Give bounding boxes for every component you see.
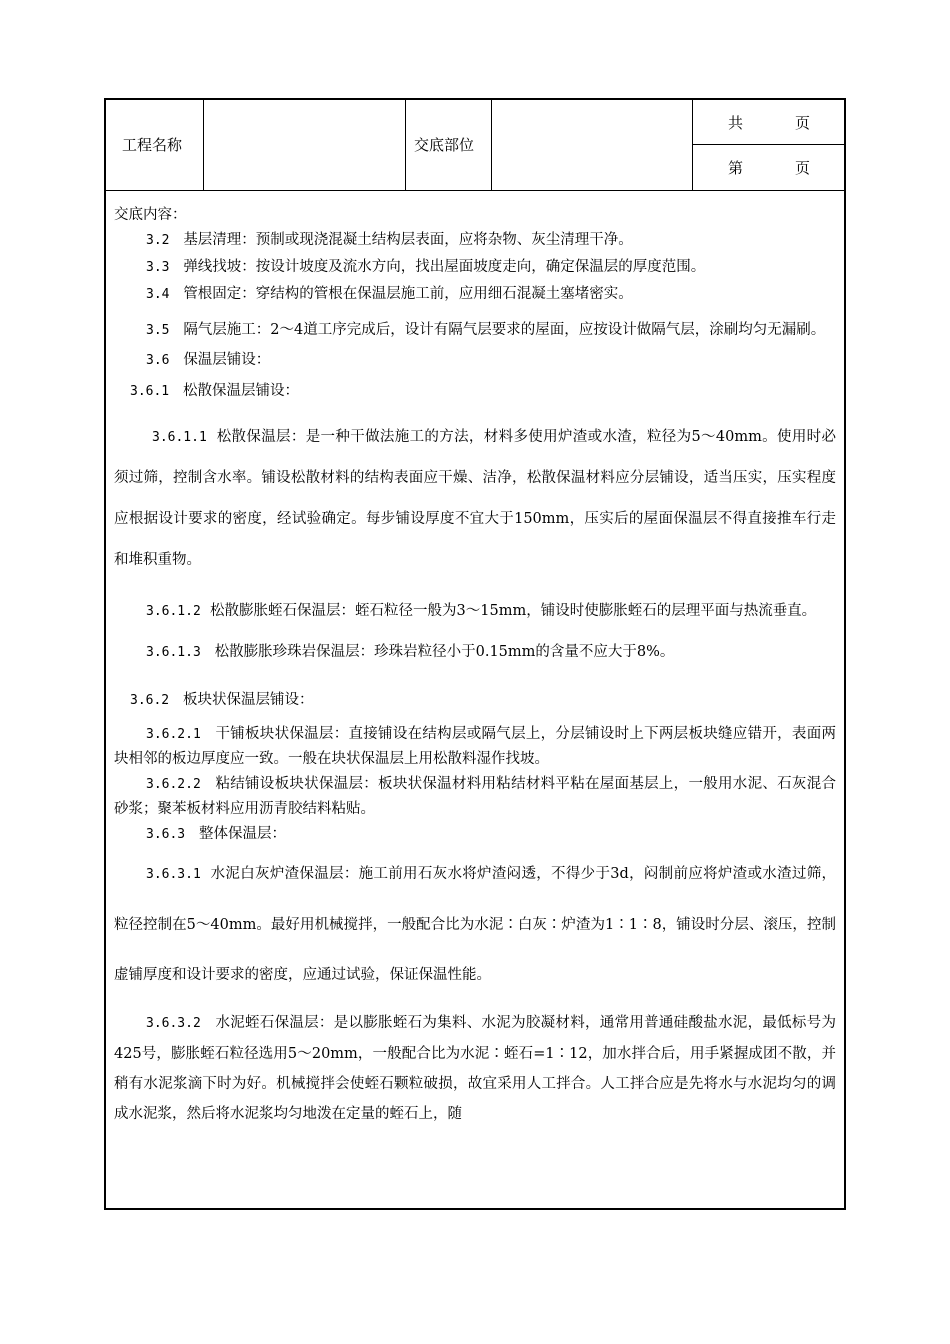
para-3-6-3: [114, 822, 836, 847]
col-divider-4: [692, 100, 693, 190]
para-3-6-2-1: [114, 722, 836, 772]
col-divider-2: [405, 100, 406, 190]
para-3-6-2-2: [114, 772, 836, 822]
para-3-6-1: [114, 374, 836, 409]
section-number: 3.3: [146, 260, 170, 275]
para-3-6-1-1: [114, 417, 836, 581]
disclosure-content: [114, 203, 836, 1129]
section-text: 松散保温层：是一种干做法施工的方法，材料多使用炉渣或水渣，粒径为5～40mm。使用时必须过筛，控制含水率。铺设松散材料的结构表面应干燥、洁净，松散保温材料应分层铺设，适当压实，压实程度应根据设计要求的密度，经试验确定。每步铺设厚度不宜大于150mm，压实后的屋面保温层不得直接推车行走和堆积重物。: [114, 429, 837, 568]
section-number: 3.6.1.1: [152, 430, 207, 445]
content-heading: 交底内容：: [114, 207, 187, 223]
page-number-label: 第: [728, 159, 744, 177]
para-3-6-2: [114, 685, 836, 716]
section-number: 3.6.1: [130, 384, 170, 399]
section-text: 粘结铺设板块状保温层：板块状保温材料用粘结材料平粘在屋面基层上，一般用水泥、石灰混合砂浆；聚苯板材料应用沥青胶结料粘贴。: [114, 776, 836, 817]
section-number: 3.6.3: [146, 827, 186, 842]
location-label: 交底部位: [414, 136, 475, 154]
section-number: 3.5: [146, 323, 170, 338]
section-text: 保温层铺设：: [183, 352, 271, 368]
section-text: 水泥蛭石保温层：是以膨胀蛭石为集料、水泥为胶凝材料，通常用普通硅酸盐水泥，最低标号为425号，膨胀蛭石粒径选用5～20mm，一般配合比为水泥∶蛭石=1∶12，加水拌合后，用手紧握成团不散，并稍有水泥浆滴下时为好。机械搅拌会使蛭石颗粒破损，故宜采用人工拌合。人工拌合应是先将水与水泥均匀的调成水泥浆，然后将水泥浆均匀地泼在定量的蛭石上，随: [114, 1015, 836, 1122]
page-row-divider: [692, 144, 844, 145]
para-3-6-1-2: [114, 591, 836, 632]
section-text: 板块状保温层铺设：: [182, 692, 314, 708]
section-text: 松散膨胀珍珠岩保温层：珍珠岩粒径小于0.15mm的含量不应大于8%。: [214, 644, 675, 660]
total-pages-label: 共: [728, 114, 744, 132]
section-number: 3.6.3.1: [146, 867, 201, 882]
header-bottom-border: [106, 190, 844, 191]
section-number: 3.6.1.3: [146, 645, 201, 660]
page-number-unit: 页: [795, 159, 811, 177]
col-divider-1: [203, 100, 204, 190]
section-number: 3.6.2.2: [146, 777, 201, 792]
para-3-3: [114, 254, 836, 281]
section-text: 整体保温层：: [198, 826, 286, 842]
section-text: 基层清理：预制或现浇混凝土结构层表面，应将杂物、灰尘清理干净。: [183, 232, 633, 248]
section-number: 3.6.3.2: [146, 1016, 201, 1031]
section-text: 干铺板块状保温层：直接铺设在结构层或隔气层上，分层铺设时上下两层板块缝应错开，表面两块相邻的板边厚度应一致。一般在块状保温层上用松散料湿作找坡。: [114, 726, 836, 767]
section-text: 管根固定：穿结构的管根在保温层施工前，应用细石混凝土塞堵密实。: [183, 286, 633, 302]
para-3-5: [114, 314, 836, 347]
section-text: 水泥白灰炉渣保温层：施工前用石灰水将炉渣闷透，不得少于3d，闷制前应将炉渣或水渣过筛，粒径控制在5～40mm。最好用机械搅拌，一般配合比为水泥∶白灰∶炉渣为1∶1∶8，铺设时分层、滚压，控制虚铺厚度和设计要求的密度，应通过试验，保证保温性能。: [114, 866, 836, 983]
para-3-6-1-3: [114, 632, 836, 673]
para-3-6-3-1: [114, 849, 836, 1000]
section-number: 3.6.1.2: [146, 604, 201, 619]
section-text: 松散保温层铺设：: [182, 383, 299, 399]
section-number: 3.6.2.1: [146, 727, 201, 742]
project-name-label: 工程名称: [122, 136, 183, 154]
section-number: 3.6.2: [130, 693, 170, 708]
section-text: 松散膨胀蛭石保温层：蛭石粒径一般为3～15mm，铺设时使膨胀蛭石的层理平面与热流垂直。: [210, 603, 817, 619]
section-text: 隔气层施工：2～4道工序完成后，设计有隔气层要求的屋面，应按设计做隔气层，涂刷均匀无漏刷。: [183, 322, 826, 338]
section-number: 3.2: [146, 233, 170, 248]
section-text: 弹线找坡：按设计坡度及流水方向，找出屋面坡度走向，确定保温层的厚度范围。: [183, 259, 706, 275]
col-divider-3: [491, 100, 492, 190]
para-3-4: [114, 281, 836, 308]
para-3-6: [114, 347, 836, 374]
section-number: 3.4: [146, 287, 170, 302]
para-3-6-3-2: [114, 1008, 836, 1129]
total-pages-unit: 页: [795, 114, 811, 132]
section-number: 3.6: [146, 353, 170, 368]
para-3-2: [114, 227, 836, 254]
